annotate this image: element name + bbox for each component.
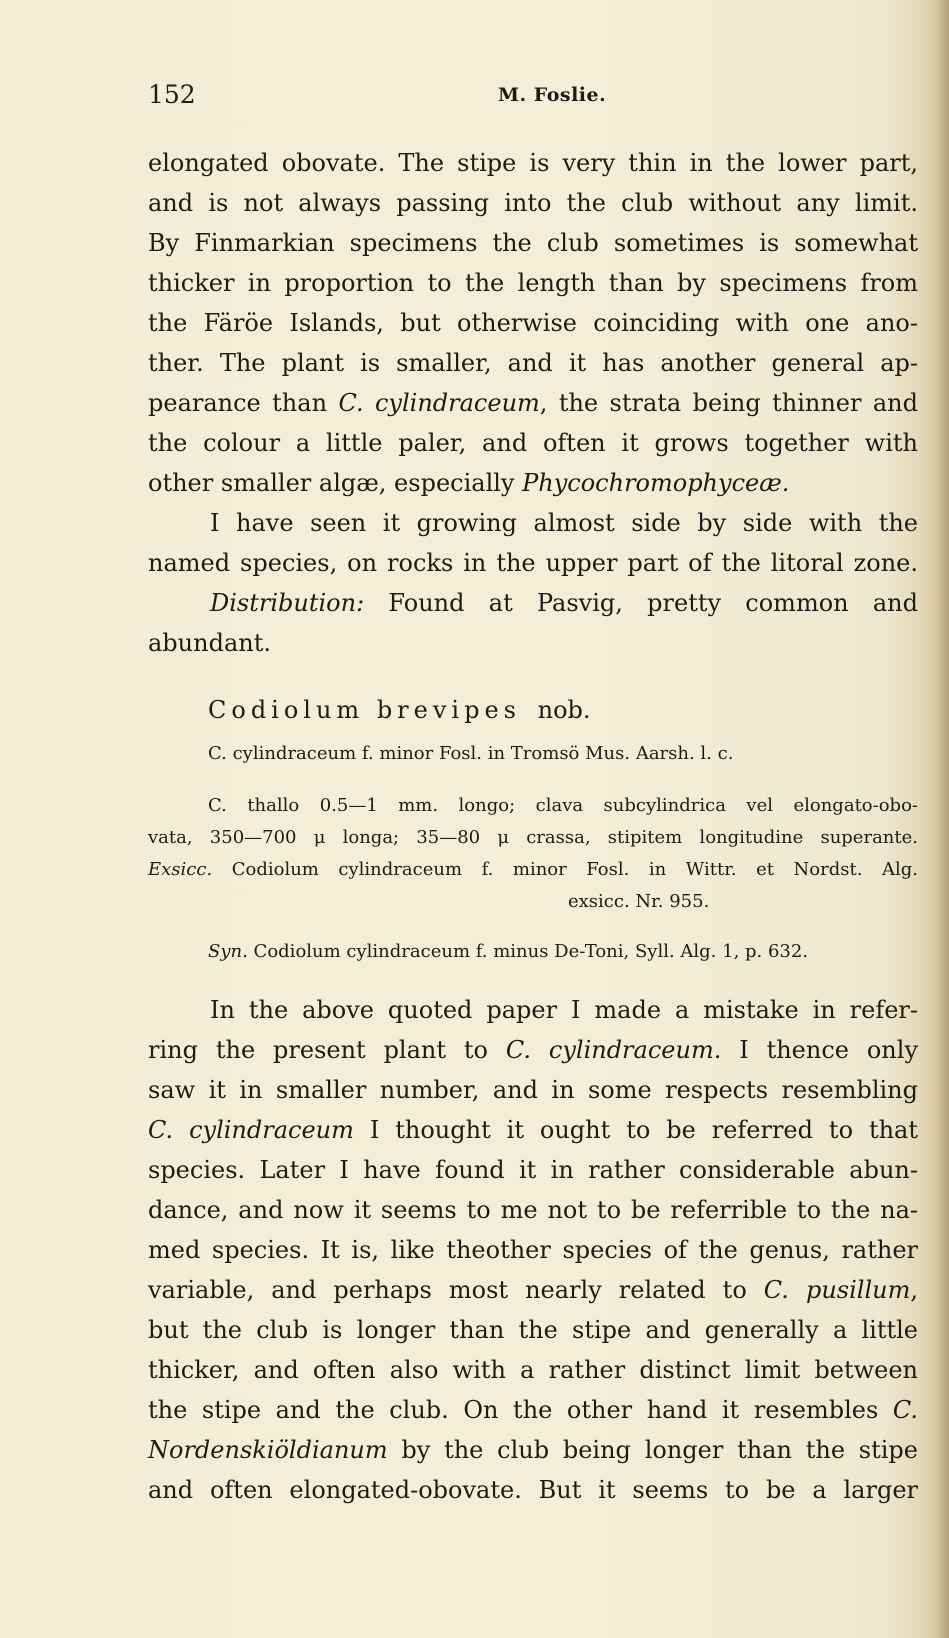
taxon-name: Phycochromophyceæ.	[522, 469, 790, 497]
text-line: and often elongated-obovate. But it seems to be a larger	[148, 1476, 918, 1504]
section-label: Distribution:	[210, 589, 365, 617]
page-header	[148, 80, 849, 120]
taxon-name: C. pusillum	[763, 1276, 911, 1304]
text-line	[148, 1390, 918, 1430]
text-line: elongated obovate. The stipe is very thin in the lower part,	[148, 149, 918, 177]
text-run: pearance than	[148, 389, 339, 417]
text-run: the stipe and the club. On the other hand it resembles	[148, 1396, 893, 1424]
page-edge-shadow	[935, 0, 949, 1638]
text-run: Codiolum cylindraceum f. minor Fosl. in Wittr. et Nordst. Alg.	[212, 859, 918, 880]
text-line: and is not always passing into the club without any limit.	[148, 189, 918, 217]
text-line: abundant.	[148, 629, 271, 657]
text-line: ther. The plant is smaller, and it has another general ap-	[148, 349, 918, 377]
text-line: the Färöe Islands, but otherwise coinciding with one ano-	[148, 309, 918, 337]
text-run: Codiolum cylindraceum f. minus De-Toni, Syll. Alg. 1, p. 632.	[247, 941, 809, 962]
synonym-line	[148, 936, 918, 968]
running-head: M. Foslie.	[498, 84, 607, 106]
taxon-name: Nordenskiöldianum	[148, 1436, 388, 1464]
text-line	[148, 1110, 918, 1150]
taxon-name: C. cylindraceum.	[505, 1036, 722, 1064]
text-line: I have seen it growing almost side by side with the	[210, 509, 918, 537]
taxon-name: C.	[892, 1396, 918, 1424]
body-text-top	[148, 143, 918, 663]
text-line	[148, 1430, 918, 1470]
text-run: I thought it ought to be referred to that	[353, 1116, 919, 1144]
text-line	[148, 463, 918, 503]
text-run: ring the present plant to	[148, 1036, 506, 1064]
diagnosis-line: exsicc. Nr. 955.	[568, 891, 710, 912]
text-line	[148, 383, 918, 423]
synonym-line	[148, 738, 918, 770]
text-run: Found at Pasvig, pretty common and	[364, 589, 918, 617]
text-line: the colour a little paler, and often it grows together with	[148, 429, 918, 457]
exsicc-label: Exsicc.	[148, 859, 213, 880]
text-run: ,	[910, 1276, 918, 1304]
synonym-text: C. cylindraceum f. minor Fosl. in Tromsö Mus. Aarsh. l. c.	[208, 743, 734, 764]
text-line	[148, 583, 918, 623]
synonym-text	[148, 941, 808, 962]
diagnosis-line: C. thallo 0.5—1 mm. longo; clava subcylindrica vel elongato-obo-	[208, 795, 918, 816]
diagnosis-line: vata, 350—700 μ longa; 35—80 μ crassa, stipitem longitudine superante.	[148, 827, 918, 848]
text-line: species. Later I have found it in rather considerable abun-	[148, 1156, 918, 1184]
page-number: 152	[148, 80, 196, 109]
text-line: By Finmarkian specimens the club sometimes is somewhat	[148, 229, 918, 257]
taxon-name: C. cylindraceum	[148, 1116, 354, 1144]
text-line: dance, and now it seems to me not to be referrible to the na-	[148, 1196, 918, 1224]
text-line: thicker, and often also with a rather distinct limit between	[148, 1356, 918, 1384]
text-run: , the strata being thinner and	[539, 389, 918, 417]
text-run: by the club being longer than the stipe	[387, 1436, 918, 1464]
body-text-bottom	[148, 990, 918, 1510]
text-line	[148, 1270, 918, 1310]
text-line: med species. It is, like theother species of the genus, rather	[148, 1236, 918, 1264]
text-line	[148, 1030, 918, 1070]
taxon-name: C. cylindraceum	[338, 389, 540, 417]
species-name: Codiolum brevipes	[208, 696, 521, 724]
text-run: other smaller algæ, especially	[148, 469, 523, 497]
species-heading	[208, 696, 591, 724]
syn-label: Syn.	[208, 941, 248, 962]
text-line: named species, on rocks in the upper part of the litoral zone.	[148, 549, 918, 577]
text-run: variable, and perhaps most nearly related to	[148, 1276, 764, 1304]
species-author: nob.	[537, 696, 591, 724]
text-run: I thence only	[721, 1036, 919, 1064]
text-line: but the club is longer than the stipe and generally a little	[148, 1316, 918, 1344]
text-line: saw it in smaller number, and in some respects resembling	[148, 1076, 918, 1104]
text-line: In the above quoted paper I made a mistake in refer-	[210, 996, 918, 1024]
diagnosis-line	[148, 854, 918, 886]
diagnosis-block	[148, 790, 918, 918]
text-line: thicker in proportion to the length than by specimens from	[148, 269, 918, 297]
